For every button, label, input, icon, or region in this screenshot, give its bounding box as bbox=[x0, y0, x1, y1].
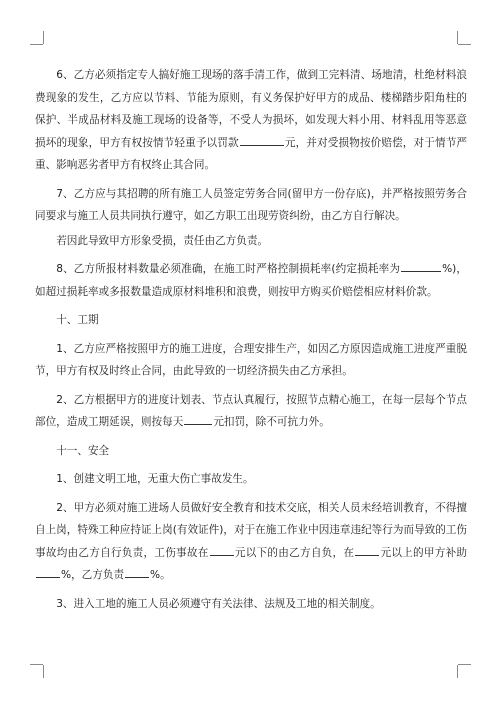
clause-10-1: 1、乙方应严格按照甲方的施工进度，合理安排生产，如因乙方原因造成施工进度严重脱节，甲方有权及时终止合同，由此导致的一切经济损失由乙方承担。 bbox=[35, 342, 467, 377]
crop-mark-top-right-h bbox=[458, 44, 471, 45]
document-body bbox=[35, 64, 467, 621]
clause-10-2 bbox=[35, 389, 467, 434]
crop-mark-top-left-h bbox=[30, 44, 43, 45]
clause-11-2-text-d: %，乙方负责 bbox=[61, 569, 125, 581]
fine-amount-blank bbox=[240, 134, 284, 146]
crop-mark-top-left-v bbox=[43, 31, 44, 44]
crop-mark-bottom-right-h bbox=[458, 664, 471, 665]
section-heading-11: 十一、安全 bbox=[56, 444, 110, 457]
crop-mark-bottom-left-v bbox=[43, 665, 44, 678]
clause-10-2-text-b: 元扣罚，除不可抗力外。 bbox=[213, 416, 330, 428]
party-b-share-blank bbox=[125, 566, 149, 578]
clause-11-2-text-a: 2、甲方必须对施工进场人员做好安全教育和技术交底，相关人员未经培训教育，不得擅自上岗，特殊工种应持证上岗(有效证件)，对于在施工作业中因违章违纪等行为而导致的工伤事故均由乙方自行负责，工伤事故在 bbox=[35, 501, 468, 559]
clause-11-2 bbox=[35, 497, 467, 587]
crop-mark-top-right-v bbox=[457, 31, 458, 44]
clause-11-2-text-e: %。 bbox=[150, 569, 171, 581]
crop-mark-bottom-left-h bbox=[30, 664, 43, 665]
injury-threshold-blank bbox=[210, 544, 234, 556]
clause-10-2-text-a: 2、乙方根据甲方的进度计划表、节点认真履行，按照节点精心施工，在每一层每个节点部位，造成工期延误，则按每天 bbox=[35, 393, 467, 428]
clause-9-6-text-a: 6、乙方必须指定专人搞好施工现场的落手清工作，做到工完料清、场地清，杜绝材料浪费现象的发生，乙方应以节料、节能为原则，有义务保护好甲方的成品、楼梯踏步阳角柱的保护、半成品材料及施工现场的设备等，不受人为损坏，如发现大料小用、材料乱用等恶意损坏的现象，甲方有权按情节轻重予以罚款 bbox=[35, 69, 467, 149]
clause-11-2-text-c: 元以上的甲方补助 bbox=[380, 546, 468, 559]
clause-11-2-text-b: 元以下的由乙方自负，在 bbox=[234, 546, 355, 559]
clause-9-8-text-b: %)，如超过损耗率或多报数量造成原材料堆积和浪费，则按甲方购买价赔偿相应材料价款。 bbox=[35, 263, 467, 298]
clause-11-1: 1、创建文明工地，无重大伤亡事故发生。 bbox=[56, 473, 254, 485]
clause-9-7: 7、乙方应与其招聘的所有施工人员签定劳务合同(留甲方一份存底)，并严格按照劳务合同要求与施工人员共同执行遵守，如乙方职工出现劳资纠纷，由乙方自行解决。 bbox=[35, 187, 467, 222]
clause-11-3: 3、进入工地的施工人员必须遵守有关法律、法规及工地的相关制度。 bbox=[56, 597, 381, 610]
clause-9-6 bbox=[35, 64, 467, 177]
injury-threshold-blank-2 bbox=[355, 544, 379, 556]
clause-9-7-note: 若因此导致甲方形象受损，责任由乙方负责。 bbox=[56, 234, 269, 247]
crop-mark-bottom-right-v bbox=[457, 665, 458, 678]
clause-9-6-text-b: 元，并对受损物按价赔偿，对于情节严重、影响恶劣者甲方有权终止其合同。 bbox=[35, 136, 468, 171]
party-a-subsidy-blank bbox=[36, 566, 60, 578]
clause-9-8-text-a: 8、乙方所报材料数量必须准确，在施工时严格控制损耗率(约定损耗率为 bbox=[56, 263, 401, 275]
loss-rate-blank bbox=[401, 260, 441, 272]
daily-penalty-blank bbox=[184, 413, 212, 425]
section-heading-10: 十、工期 bbox=[56, 314, 99, 326]
clause-9-8 bbox=[35, 258, 467, 303]
